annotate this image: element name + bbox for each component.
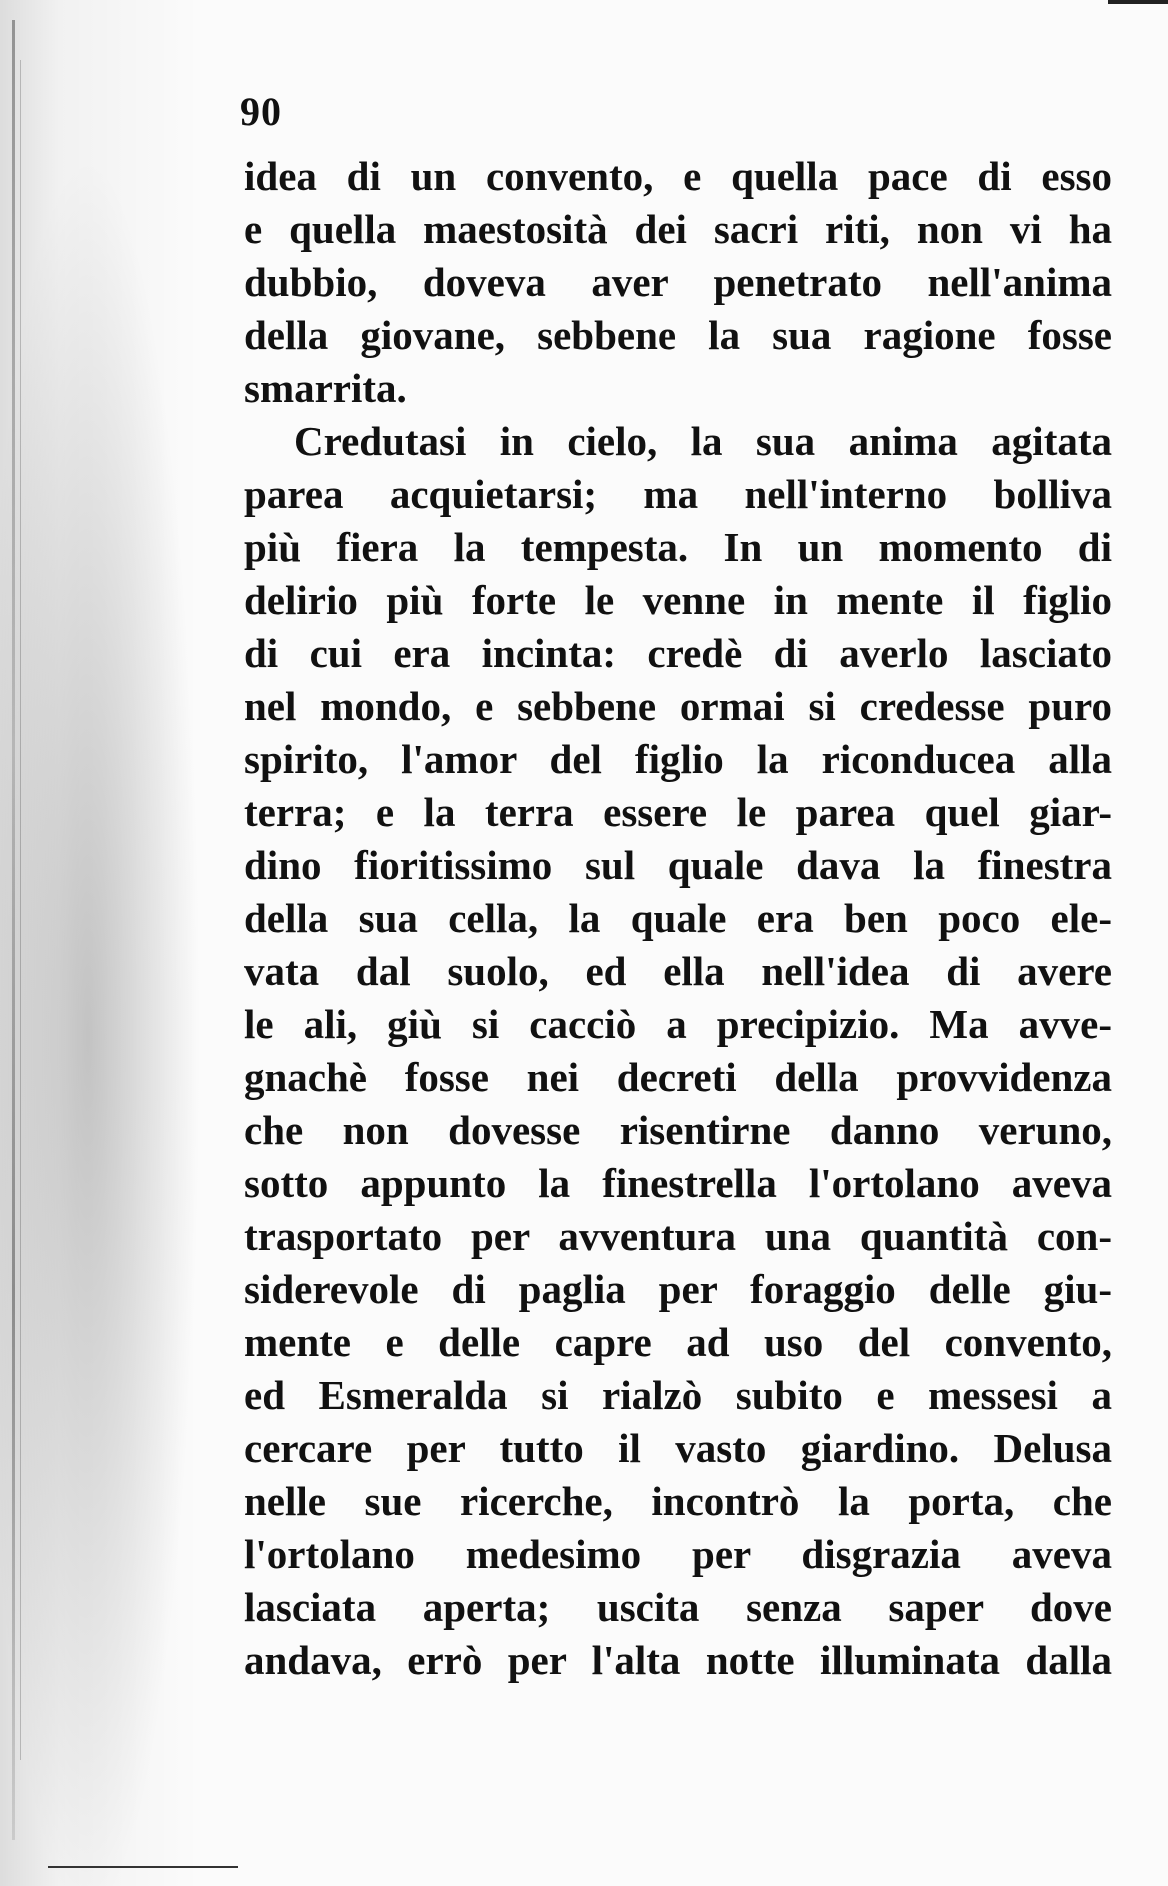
binding-edge-inner <box>20 60 21 1760</box>
text-line: vata dal suolo, ed ella nell'idea di avere <box>244 948 1112 994</box>
text-line: dubbio, doveva aver penetrato nell'anima <box>244 259 1112 305</box>
scan-shadow <box>0 0 220 1886</box>
text-line: della sua cella, la quale era ben poco ele- <box>244 895 1112 941</box>
text-line: della giovane, sebbene la sua ragione fosse <box>244 312 1112 358</box>
text-line: l'ortolano medesimo per disgrazia aveva <box>244 1531 1112 1577</box>
text-line: siderevole di paglia per foraggio delle giu- <box>244 1266 1112 1312</box>
text-line: parea acquietarsi; ma nell'interno bolliva <box>244 471 1112 517</box>
top-corner-mark <box>1108 0 1168 4</box>
text-line: le ali, giù si cacciò a precipizio. Ma avve- <box>244 1001 1112 1047</box>
text-line: gnachè fosse nei decreti della provvidenza <box>244 1054 1112 1100</box>
text-line: più fiera la tempesta. In un momento di <box>244 524 1112 570</box>
text-line: nel mondo, e sebbene ormai si credesse puro <box>244 683 1112 729</box>
text-line: trasportato per avventura una quantità con- <box>244 1213 1112 1259</box>
text-line: idea di un convento, e quella pace di esso <box>244 153 1112 199</box>
text-line: mente e delle capre ad uso del convento, <box>244 1319 1112 1365</box>
text-line: Credutasi in cielo, la sua anima agitata <box>294 418 1112 464</box>
text-line: nelle sue ricerche, incontrò la porta, che <box>244 1478 1112 1524</box>
text-line: ed Esmeralda si rialzò subito e messesi a <box>244 1372 1112 1418</box>
text-line: dino fioritissimo sul quale dava la finestra <box>244 842 1112 888</box>
binding-edge <box>12 20 15 1840</box>
text-line: sotto appunto la finestrella l'ortolano aveva <box>244 1160 1112 1206</box>
text-line: spirito, l'amor del figlio la riconducea alla <box>244 736 1112 782</box>
body-text <box>244 150 1112 1687</box>
text-line: cercare per tutto il vasto giardino. Delusa <box>244 1425 1112 1471</box>
text-line: che non dovesse risentirne danno veruno, <box>244 1107 1112 1153</box>
text-line: e quella maestosità dei sacri riti, non vi ha <box>244 206 1112 252</box>
text-line: di cui era incinta: credè di averlo lasciato <box>244 630 1112 676</box>
bottom-rule <box>48 1866 238 1868</box>
page-number: 90 <box>240 89 282 134</box>
text-line: terra; e la terra essere le parea quel giar- <box>244 789 1112 835</box>
text-line: delirio più forte le venne in mente il figlio <box>244 577 1112 623</box>
text-line: smarrita. <box>244 365 407 411</box>
text-line: lasciata aperta; uscita senza saper dove <box>244 1584 1112 1630</box>
text-line: andava, errò per l'alta notte illuminata dalla <box>244 1637 1112 1683</box>
